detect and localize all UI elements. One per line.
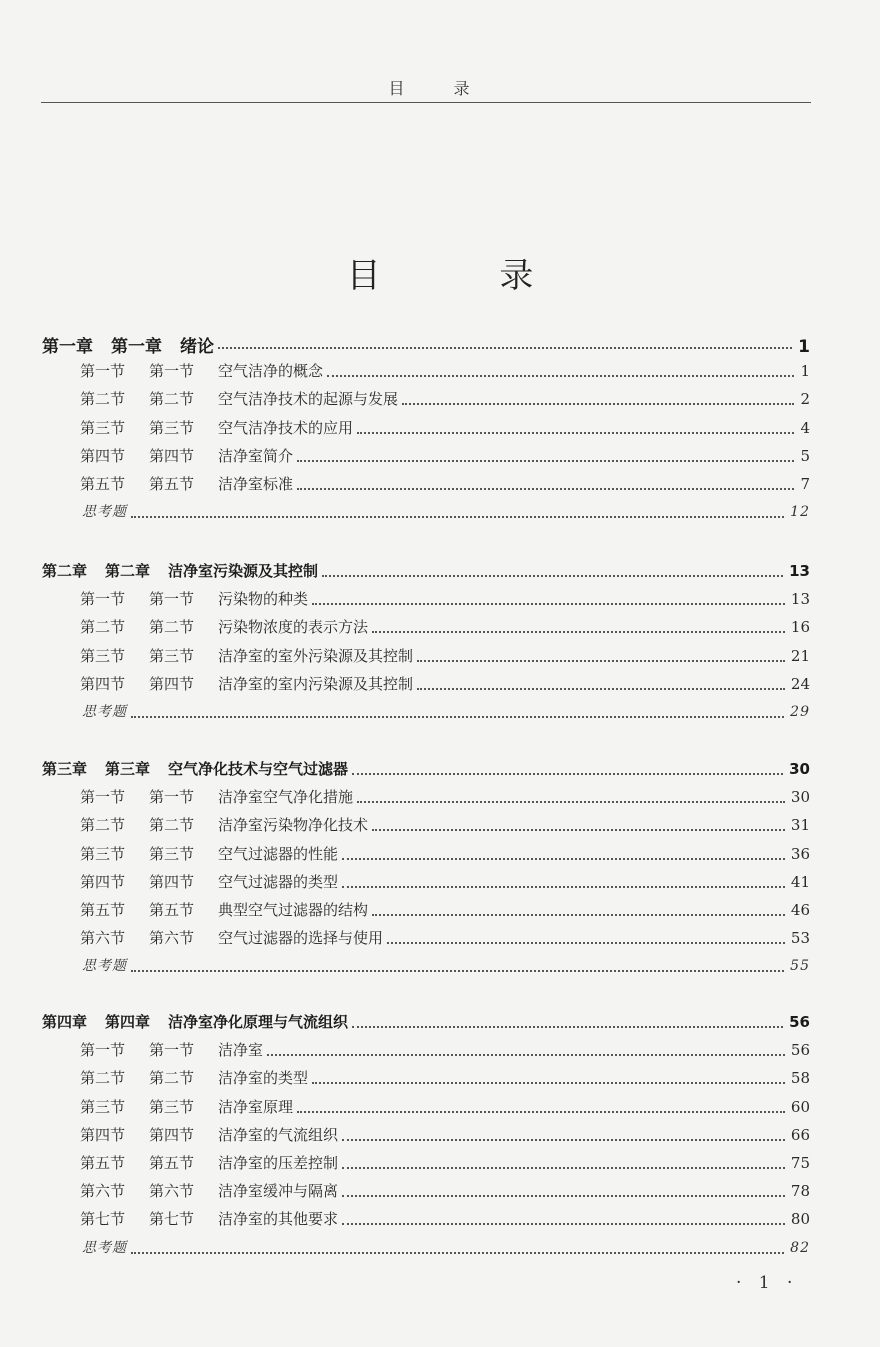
section-number: 第二节 bbox=[80, 390, 126, 409]
toc-entry-title: 洁净室的其他要求 bbox=[218, 1210, 339, 1229]
toc-entry-title: 空气过滤器的类型 bbox=[218, 872, 339, 891]
toc-entry-number: 第七节 bbox=[149, 1210, 195, 1229]
toc-section-row[interactable] bbox=[80, 814, 810, 838]
toc-entry-title: 洁净室 bbox=[218, 1041, 264, 1060]
toc-entry-title: 污染物的种类 bbox=[218, 590, 309, 609]
toc-entry-number: 第四节 bbox=[149, 446, 195, 465]
toc-entry-title: 洁净室污染源及其控制 bbox=[168, 562, 319, 580]
toc-entry-number: 第一节 bbox=[149, 590, 195, 609]
dot-leader bbox=[327, 375, 794, 377]
toc-section-row[interactable] bbox=[80, 899, 810, 923]
toc-entry-number: 第一章 bbox=[111, 337, 162, 357]
toc-entry-number: 第四节 bbox=[149, 674, 195, 693]
toc-section-row[interactable] bbox=[80, 445, 810, 469]
toc-entry-number: 第五节 bbox=[149, 901, 195, 919]
header-rule bbox=[41, 102, 811, 103]
toc-entry-number: 第一节 bbox=[149, 362, 195, 381]
section-number: 第三节 bbox=[80, 646, 126, 665]
section-number: 第七节 bbox=[80, 1210, 126, 1229]
toc-section-row[interactable] bbox=[80, 388, 810, 412]
chapter-number: 第一章 bbox=[42, 337, 93, 357]
toc-entry-number: 第一节 bbox=[149, 788, 195, 807]
toc-entry-page: 58 bbox=[790, 1069, 810, 1088]
running-header: 目 录 bbox=[388, 79, 492, 98]
toc-entry-page: 46 bbox=[790, 901, 810, 919]
toc-entry-page: 13 bbox=[789, 562, 810, 580]
dot-leader bbox=[312, 603, 785, 605]
page-title: 目 录 bbox=[346, 256, 588, 296]
dot-leader bbox=[297, 460, 794, 462]
toc-entry-number: 第二节 bbox=[149, 1069, 195, 1088]
toc-section-row[interactable] bbox=[80, 360, 810, 384]
toc-entry-page: 82 bbox=[790, 1239, 810, 1256]
dot-leader bbox=[417, 688, 785, 690]
dot-leader bbox=[342, 858, 785, 860]
toc-entry-page: 75 bbox=[790, 1154, 810, 1172]
toc-entry-title: 洁净室污染物净化技术 bbox=[218, 816, 369, 835]
toc-entry-page: 78 bbox=[790, 1182, 810, 1201]
toc-entry-number: 第一节 bbox=[149, 1041, 195, 1060]
dot-leader bbox=[352, 1026, 783, 1028]
dot-leader bbox=[352, 773, 783, 775]
section-number: 第三节 bbox=[80, 418, 126, 437]
section-number: 第一节 bbox=[80, 590, 126, 609]
section-number: 第五节 bbox=[80, 901, 126, 919]
toc-entry-page: 41 bbox=[790, 872, 810, 891]
toc-entry-number: 第三节 bbox=[149, 418, 195, 437]
dot-leader bbox=[417, 660, 785, 662]
toc-entry-page: 21 bbox=[790, 646, 810, 665]
dot-leader bbox=[322, 575, 783, 577]
toc-entry-title: 污染物浓度的表示方法 bbox=[218, 618, 369, 637]
toc-entry-title: 洁净室净化原理与气流组织 bbox=[168, 1013, 349, 1031]
toc-entry-number: 第六节 bbox=[149, 1182, 195, 1201]
section-number: 第四节 bbox=[80, 446, 126, 465]
toc-entry-number: 第三节 bbox=[149, 844, 195, 863]
section-number: 第六节 bbox=[80, 929, 126, 948]
toc-entry-page: 24 bbox=[790, 674, 810, 693]
toc-entry-page: 1 bbox=[798, 337, 810, 357]
section-number: 第三节 bbox=[80, 1097, 126, 1116]
toc-review-row[interactable] bbox=[82, 701, 810, 725]
toc-section-row[interactable] bbox=[80, 1067, 810, 1091]
dot-leader bbox=[267, 1054, 785, 1056]
dot-leader bbox=[372, 914, 785, 916]
toc-section-row[interactable] bbox=[80, 616, 810, 640]
chapter-number: 第二章 bbox=[42, 562, 88, 580]
section-number: 第二节 bbox=[80, 816, 126, 835]
dot-leader bbox=[297, 1111, 785, 1113]
section-number: 第五节 bbox=[80, 475, 126, 493]
toc-review-row[interactable] bbox=[82, 1237, 810, 1261]
dot-leader bbox=[312, 1082, 785, 1084]
dot-leader bbox=[372, 631, 785, 633]
toc-section-row[interactable] bbox=[80, 1152, 810, 1176]
toc-entry-number: 第二节 bbox=[149, 390, 195, 409]
toc-section-row[interactable] bbox=[80, 871, 810, 895]
toc-entry-number: 第五节 bbox=[149, 1154, 195, 1172]
toc-entry-number: 第三节 bbox=[149, 646, 195, 665]
toc-chapter-row[interactable] bbox=[42, 1011, 810, 1035]
toc-entry-title: 空气过滤器的性能 bbox=[218, 844, 339, 863]
toc-entry-page: 12 bbox=[790, 504, 810, 521]
toc-entry-title: 空气洁净技术的起源与发展 bbox=[218, 390, 399, 409]
toc-entry-page: 30 bbox=[789, 760, 810, 778]
toc-entry-page: 7 bbox=[800, 475, 810, 493]
chapter-number: 第四章 bbox=[42, 1013, 88, 1031]
toc-entry-number: 第二节 bbox=[149, 618, 195, 637]
toc-entry-page: 56 bbox=[789, 1013, 810, 1031]
toc-entry-title: 空气净化技术与空气过滤器 bbox=[168, 760, 349, 778]
toc-section-row[interactable] bbox=[80, 1124, 810, 1148]
section-number: 第四节 bbox=[80, 872, 126, 891]
toc-entry-title: 洁净室的压差控制 bbox=[218, 1154, 339, 1172]
dot-leader bbox=[342, 1139, 785, 1141]
toc-entry-page: 80 bbox=[790, 1210, 810, 1229]
toc-chapter-row[interactable] bbox=[42, 332, 810, 356]
toc-section-row[interactable] bbox=[80, 673, 810, 697]
dot-leader bbox=[387, 942, 785, 944]
toc-entry-number: 第六节 bbox=[149, 929, 195, 948]
toc-entry-page: 60 bbox=[790, 1097, 810, 1116]
toc-entry-title: 思考题 bbox=[82, 958, 127, 975]
toc-entry-title: 洁净室的室外污染源及其控制 bbox=[218, 646, 414, 665]
toc-entry-title: 典型空气过滤器的结构 bbox=[218, 901, 369, 919]
toc-entry-title: 洁净室简介 bbox=[218, 446, 294, 465]
toc-section-row[interactable] bbox=[80, 1096, 810, 1120]
toc-section-row[interactable] bbox=[80, 588, 810, 612]
toc-section-row[interactable] bbox=[80, 473, 810, 497]
toc-entry-title: 空气过滤器的选择与使用 bbox=[218, 929, 384, 948]
toc-entry-page: 4 bbox=[800, 418, 810, 437]
toc-entry-number: 第四章 bbox=[105, 1013, 151, 1031]
toc-entry-title: 洁净室的类型 bbox=[218, 1069, 309, 1088]
dot-leader bbox=[357, 432, 794, 434]
toc-entry-number: 第三节 bbox=[149, 1097, 195, 1116]
dot-leader bbox=[297, 488, 794, 490]
section-number: 第五节 bbox=[80, 1154, 126, 1172]
toc-entry-number: 第二节 bbox=[149, 816, 195, 835]
toc-entry-number: 第四节 bbox=[149, 1125, 195, 1144]
toc-section-row[interactable] bbox=[80, 645, 810, 669]
toc-section-row[interactable] bbox=[80, 1208, 810, 1232]
section-number: 第六节 bbox=[80, 1182, 126, 1201]
toc-entry-number: 第五节 bbox=[149, 475, 195, 493]
toc-entry-page: 2 bbox=[800, 390, 810, 409]
section-number: 第二节 bbox=[80, 618, 126, 637]
section-number: 第四节 bbox=[80, 1125, 126, 1144]
toc-entry-page: 55 bbox=[790, 958, 810, 975]
toc-entry-title: 洁净室原理 bbox=[218, 1097, 294, 1116]
section-number: 第一节 bbox=[80, 1041, 126, 1060]
toc-entry-number: 第三章 bbox=[105, 760, 151, 778]
toc-review-row[interactable] bbox=[82, 501, 810, 525]
dot-leader bbox=[131, 716, 784, 718]
toc-entry-title: 洁净室标准 bbox=[218, 475, 294, 493]
toc-section-row[interactable] bbox=[80, 843, 810, 867]
dot-leader bbox=[342, 1167, 785, 1169]
toc-entry-page: 13 bbox=[790, 590, 810, 609]
toc-entry-page: 36 bbox=[790, 844, 810, 863]
toc-entry-title: 空气洁净的概念 bbox=[218, 362, 324, 381]
toc-entry-page: 1 bbox=[800, 362, 810, 381]
section-number: 第三节 bbox=[80, 844, 126, 863]
toc-entry-page: 30 bbox=[790, 788, 810, 807]
toc-entry-title: 空气洁净技术的应用 bbox=[218, 418, 354, 437]
dot-leader bbox=[342, 1223, 785, 1225]
toc-entry-title: 洁净室缓冲与隔离 bbox=[218, 1182, 339, 1201]
dot-leader bbox=[372, 829, 785, 831]
toc-section-row[interactable] bbox=[80, 1180, 810, 1204]
section-number: 第二节 bbox=[80, 1069, 126, 1088]
toc-entry-title: 思考题 bbox=[82, 704, 127, 720]
toc-entry-title: 思考题 bbox=[82, 1239, 127, 1256]
page-number: · 1 · bbox=[736, 1273, 799, 1293]
dot-leader bbox=[131, 516, 784, 518]
toc-entry-title: 思考题 bbox=[82, 504, 127, 521]
toc-entry-title: 洁净室的室内污染源及其控制 bbox=[218, 674, 414, 693]
toc-entry-title: 绪论 bbox=[180, 337, 214, 357]
toc-entry-page: 31 bbox=[790, 816, 810, 835]
toc-entry-title: 洁净室的气流组织 bbox=[218, 1125, 339, 1144]
dot-leader bbox=[218, 347, 792, 349]
toc-section-row[interactable] bbox=[80, 1039, 810, 1063]
toc-entry-title: 洁净室空气净化措施 bbox=[218, 788, 354, 807]
section-number: 第四节 bbox=[80, 674, 126, 693]
dot-leader bbox=[357, 801, 785, 803]
toc-entry-number: 第二章 bbox=[105, 562, 151, 580]
toc-entry-page: 29 bbox=[790, 704, 810, 720]
toc-entry-page: 53 bbox=[790, 929, 810, 948]
toc-entry-number: 第四节 bbox=[149, 872, 195, 891]
chapter-number: 第三章 bbox=[42, 760, 88, 778]
dot-leader bbox=[131, 1252, 784, 1254]
dot-leader bbox=[342, 886, 785, 888]
toc-entry-page: 5 bbox=[800, 446, 810, 465]
dot-leader bbox=[342, 1195, 785, 1197]
toc-entry-page: 16 bbox=[790, 618, 810, 637]
section-number: 第一节 bbox=[80, 362, 126, 381]
toc-section-row[interactable] bbox=[80, 927, 810, 951]
toc-entry-page: 66 bbox=[790, 1125, 810, 1144]
toc-chapter-row[interactable] bbox=[42, 758, 810, 782]
section-number: 第一节 bbox=[80, 788, 126, 807]
dot-leader bbox=[131, 970, 784, 972]
toc-review-row[interactable] bbox=[82, 955, 810, 979]
toc-section-row[interactable] bbox=[80, 417, 810, 441]
toc-section-row[interactable] bbox=[80, 786, 810, 810]
toc-chapter-row[interactable] bbox=[42, 560, 810, 584]
toc-entry-page: 56 bbox=[790, 1041, 810, 1060]
dot-leader bbox=[402, 403, 794, 405]
